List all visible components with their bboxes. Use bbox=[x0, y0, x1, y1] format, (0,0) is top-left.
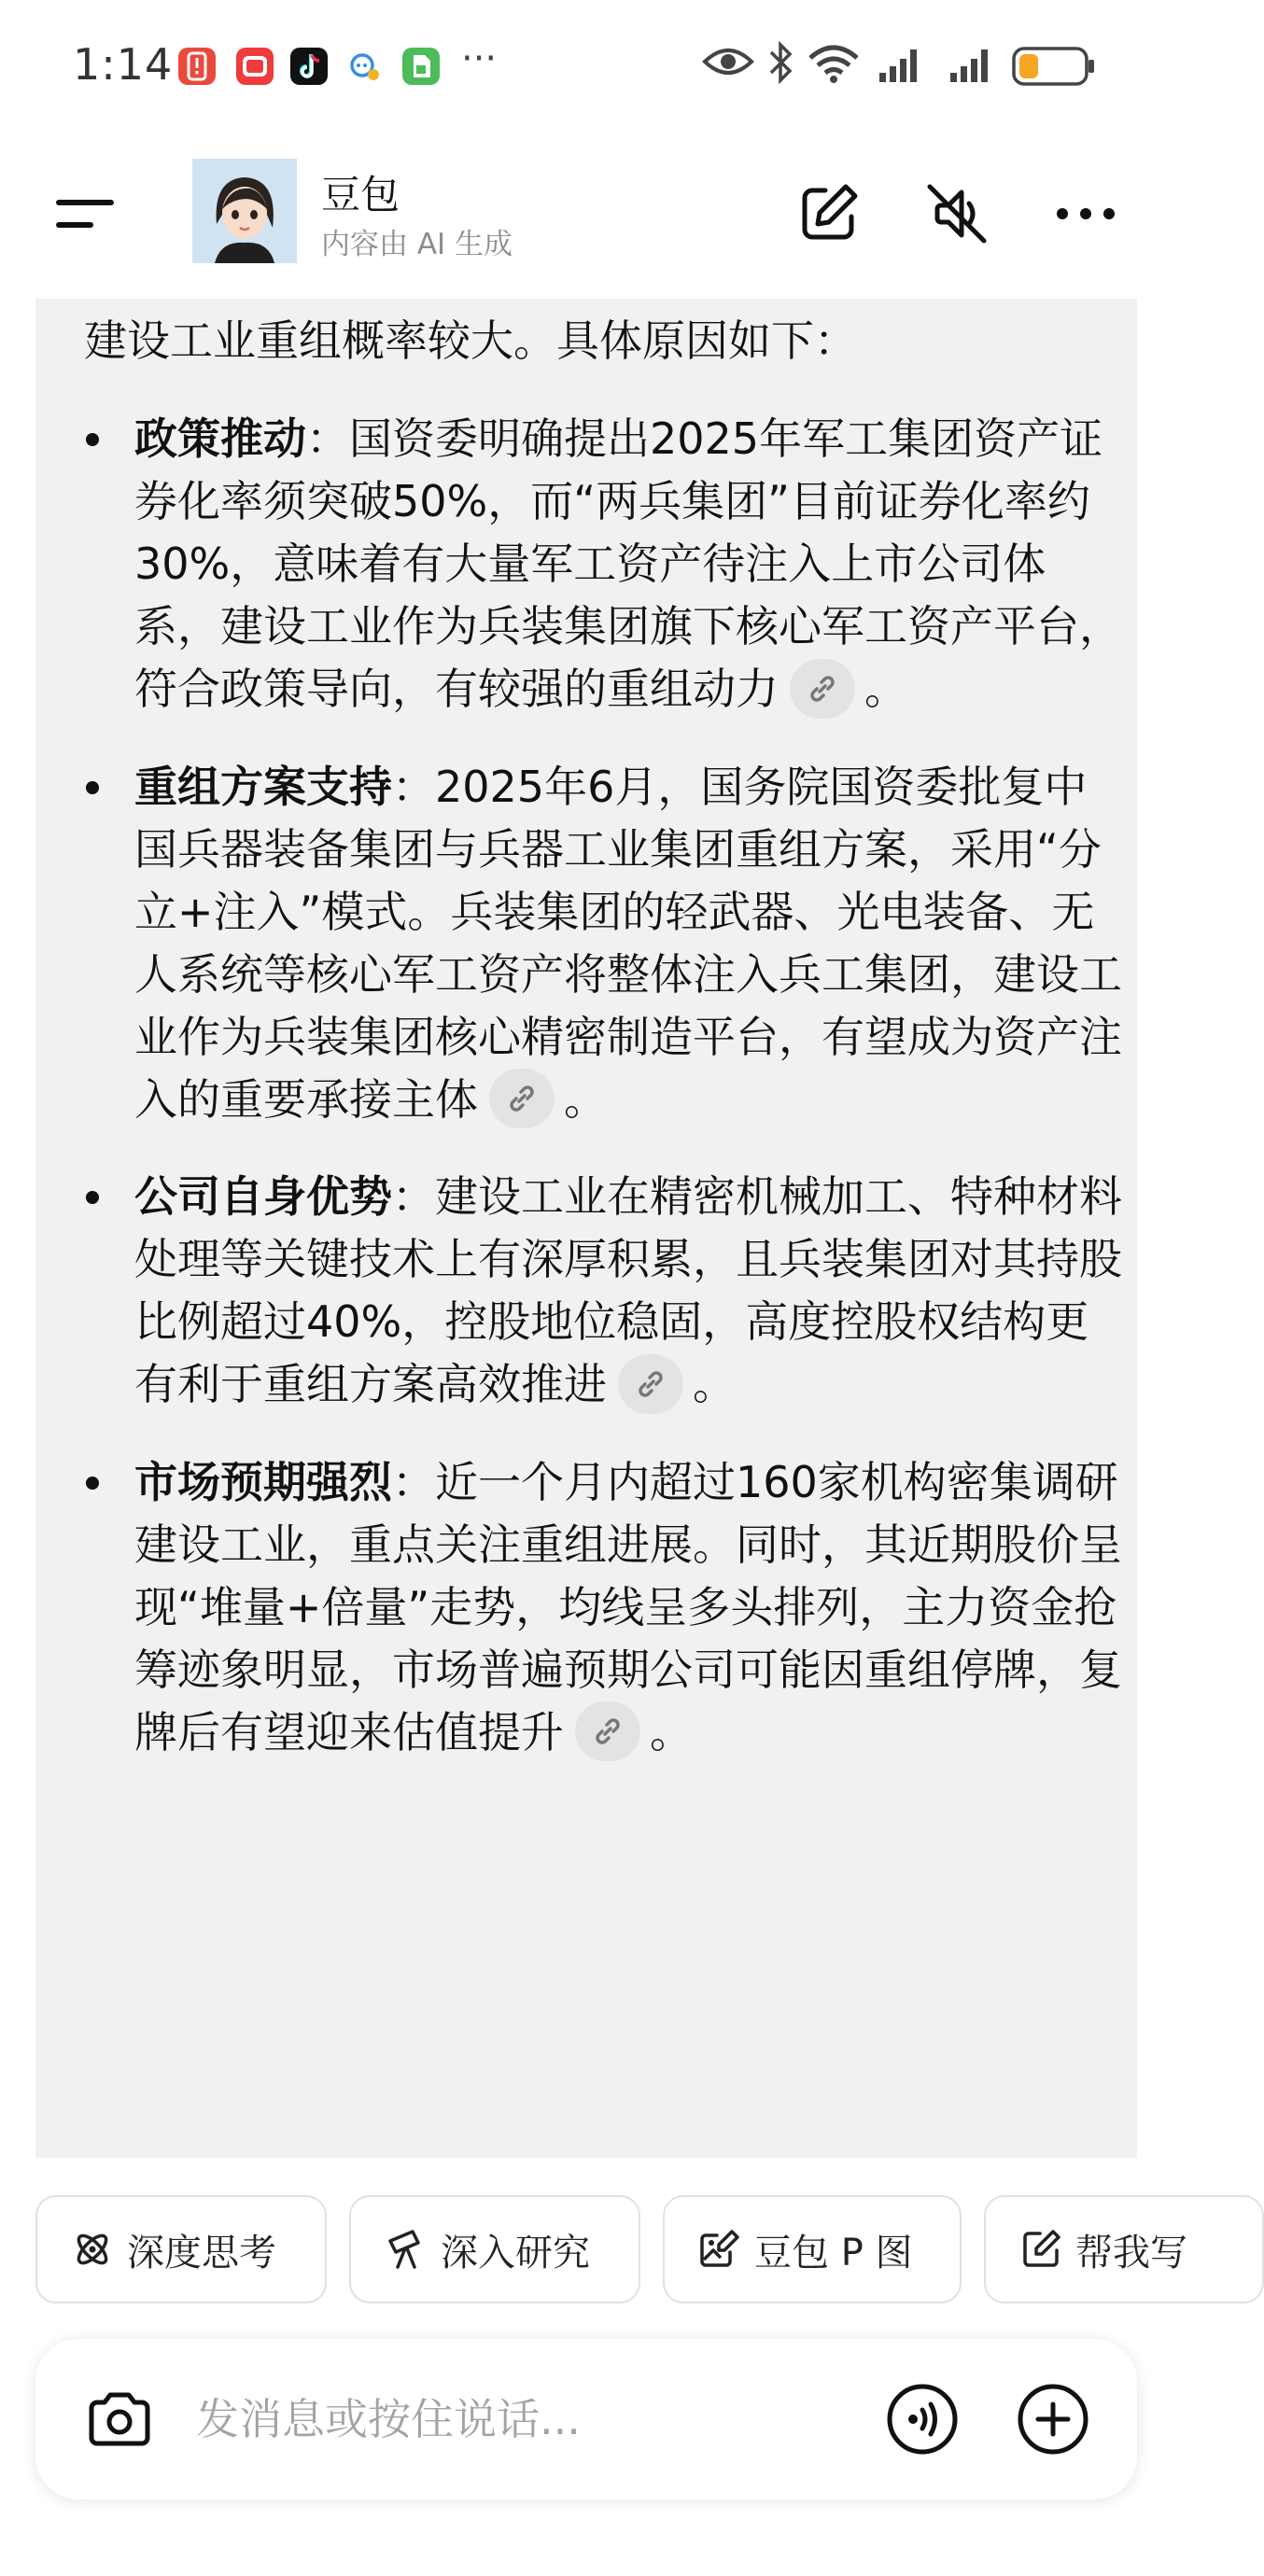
bot-message bbox=[35, 299, 1137, 2158]
signal-icon-1 bbox=[878, 47, 926, 84]
reason-list bbox=[84, 408, 1130, 1769]
reason-tail: 。 bbox=[650, 1706, 693, 1757]
deep-research-label: 深入研究 bbox=[441, 2231, 590, 2275]
reason-item bbox=[84, 408, 1130, 726]
reason-item bbox=[84, 756, 1130, 1137]
reason-text: ：2025年6月，国务院国资委批复中国兵器装备集团与兵器工业集团重组方案，采用“分立+注入”模式。兵装集团的轻武器、光电装备、无人系统等核心军工资产将整体注入兵工集团，建设工业作为兵装集团核心精密制造平台，有望成为资产注入的重要承接主体 bbox=[134, 761, 1122, 1125]
bot-avatar[interactable] bbox=[192, 159, 297, 263]
reason-tail: 。 bbox=[693, 1359, 736, 1409]
deep-think-button[interactable] bbox=[35, 2195, 327, 2303]
more-notifications: ··· bbox=[461, 37, 498, 80]
reason-item bbox=[84, 1166, 1130, 1421]
camera-icon[interactable] bbox=[82, 2382, 157, 2457]
chat-header bbox=[0, 140, 1173, 289]
mute-icon[interactable] bbox=[920, 177, 993, 250]
voice-call-icon[interactable] bbox=[885, 2382, 960, 2457]
telescope-icon bbox=[385, 2228, 428, 2271]
reason-title: 政策推动 bbox=[134, 413, 306, 464]
source-link-icon[interactable] bbox=[790, 659, 855, 719]
signal-icon-2 bbox=[948, 47, 997, 84]
reason-title: 市场预期强烈 bbox=[134, 1456, 392, 1507]
help-write-label: 帮我写 bbox=[1075, 2231, 1187, 2275]
reason-text: ：国资委明确提出2025年军工集团资产证券化率须突破50%，而“两兵集团”目前证券化率约30%，意味着有大量军工资产待注入上市公司体系，建设工业作为兵装集团旗下核心军工资产平台，符合政策导向，有较强的重组动力 bbox=[134, 413, 1122, 714]
tiktok-app-icon bbox=[289, 47, 329, 86]
wifi-icon bbox=[807, 43, 861, 84]
status-bar bbox=[0, 0, 1173, 131]
message-intro: 建设工业重组概率较大。具体原因如下： bbox=[84, 315, 857, 366]
reason-title: 公司自身优势 bbox=[134, 1171, 392, 1222]
message-body bbox=[84, 310, 1130, 1799]
deep-research-button[interactable] bbox=[349, 2195, 640, 2303]
reason-title: 重组方案支持 bbox=[134, 761, 392, 812]
quick-actions bbox=[0, 2195, 1187, 2305]
message-input[interactable] bbox=[194, 2386, 885, 2453]
image-edit-button[interactable] bbox=[663, 2195, 962, 2303]
bot-name: 豆包 bbox=[321, 172, 400, 217]
source-link-icon[interactable] bbox=[575, 1701, 640, 1761]
write-icon bbox=[1019, 2228, 1062, 2271]
message-composer bbox=[35, 2339, 1137, 2499]
ai-generated-label: 内容由 AI 生成 bbox=[321, 228, 513, 261]
help-write-button[interactable] bbox=[984, 2195, 1264, 2303]
reason-tail: 。 bbox=[564, 1073, 607, 1125]
status-time: 1:14 bbox=[73, 39, 174, 90]
reason-text: ：近一个月内超过160家机构密集调研建设工业，重点关注重组进展。同时，其近期股价呈现“堆量+倍量”走势，均线呈多头排列，主力资金抢筹迹象明显，市场普遍预期公司可能因重组停牌，复牌后有望迎来估值提升 bbox=[134, 1456, 1122, 1757]
add-icon[interactable] bbox=[1016, 2382, 1090, 2457]
menu-icon[interactable] bbox=[52, 189, 119, 241]
more-icon[interactable] bbox=[1049, 177, 1122, 250]
video-app-icon bbox=[235, 47, 274, 86]
chat-bubble-app-icon bbox=[345, 47, 385, 86]
deep-think-label: 深度思考 bbox=[127, 2231, 276, 2275]
edit-icon[interactable] bbox=[792, 177, 864, 250]
image-edit-label: 豆包 P 图 bbox=[754, 2231, 913, 2275]
reason-tail: 。 bbox=[864, 664, 907, 714]
source-link-icon[interactable] bbox=[489, 1069, 555, 1128]
image-edit-icon bbox=[698, 2228, 741, 2271]
sim-app-icon bbox=[401, 47, 441, 86]
eye-icon bbox=[702, 45, 754, 78]
bluetooth-icon bbox=[767, 41, 795, 84]
battery-icon bbox=[1012, 47, 1098, 86]
reason-text: ：建设工业在精密机械加工、特种材料处理等关键技术上有深厚积累，且兵装集团对其持股比例超过40%，控股地位稳固，高度控股权结构更有利于重组方案高效推进 bbox=[134, 1171, 1122, 1409]
reason-item bbox=[84, 1451, 1130, 1770]
atom-icon bbox=[71, 2228, 114, 2271]
source-link-icon[interactable] bbox=[618, 1354, 683, 1414]
warning-app-icon bbox=[177, 47, 217, 86]
